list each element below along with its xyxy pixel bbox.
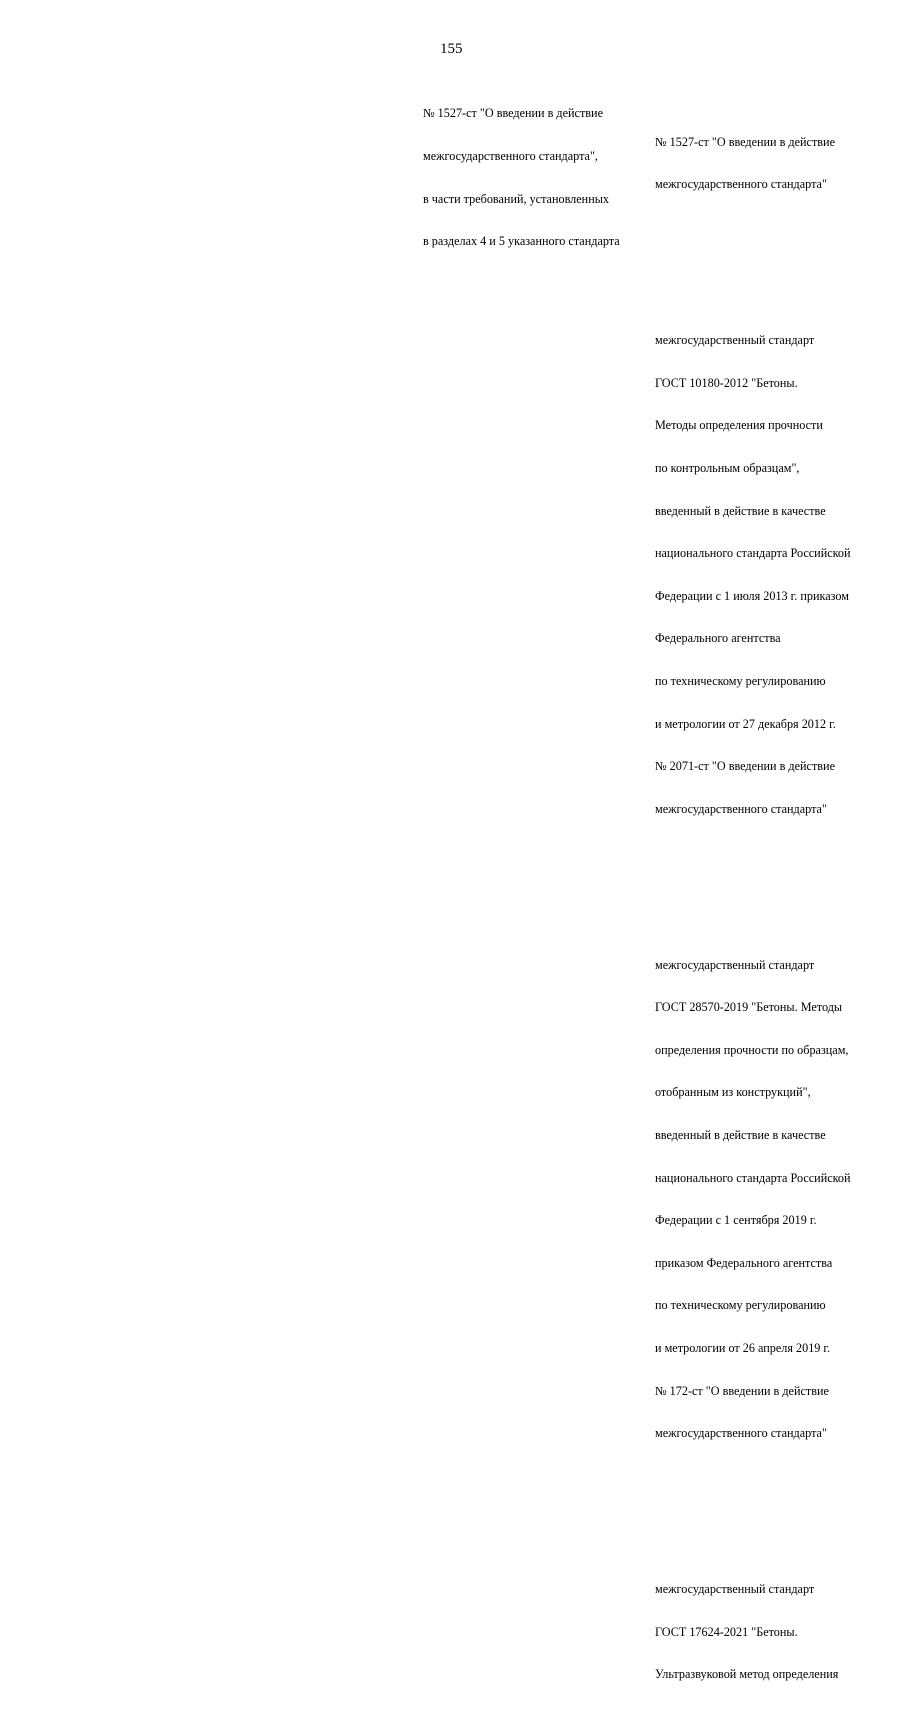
block-spacer [655,1497,851,1525]
left-line: межгосударственного стандарта", [423,149,598,163]
right-block-gost-10180 [655,305,851,845]
right-line: Ультразвуковой метод определения [655,1667,839,1682]
right-line: межгосударственный стандарт [655,333,815,348]
right-line: отобранным из конструкций", [655,1085,811,1100]
right-line: ГОСТ 10180-2012 "Бетоны. [655,375,798,390]
left-line: в части требований, установленных [423,191,609,206]
right-line: межгосударственный стандарт [655,957,815,972]
right-line: введенный в действие в качестве [655,503,826,518]
right-line: межгосударственного стандарта" [655,801,827,816]
right-line: Федерации с 1 июля 2013 г. приказом [655,588,849,603]
block-spacer [655,248,851,276]
right-line: приказом Федерального агентства [655,1255,833,1270]
left-line: № 1527-ст "О введении в действие [423,106,603,121]
right-line: ГОСТ 28570-2019 "Бетоны. Методы [655,1000,843,1015]
right-line: и метрологии от 26 апреля 2019 г. [655,1340,831,1355]
left-column [423,78,620,263]
right-line: межгосударственного стандарта" [655,1426,827,1441]
right-line: по техническому регулированию [655,1298,826,1313]
right-line: № 2071-ст "О введении в действие [655,759,835,774]
page-number: 155 [440,41,463,57]
right-block-gost-17624 [655,1554,851,1710]
right-line: национального стандарта Российской [655,1170,851,1185]
right-line: ГОСТ 17624-2021 "Бетоны. [655,1624,798,1639]
right-line: по техническому регулированию [655,673,826,688]
right-line: по контрольным образцам", [655,461,800,475]
right-block-gost-28570 [655,929,851,1469]
right-line: и метрологии от 27 декабря 2012 г. [655,716,836,731]
right-line: межгосударственный стандарт [655,1581,815,1596]
right-line: № 1527-ст "О введении в действие [655,134,835,149]
right-block-order-1527 [655,106,851,220]
right-line: национального стандарта Российской [655,546,851,561]
block-spacer [655,873,851,901]
left-line: в разделах 4 и 5 указанного стандарта [423,234,620,249]
right-line: Федерации с 1 сентября 2019 г. [655,1213,817,1228]
right-line: Методы определения прочности [655,418,823,433]
right-line: межгосударственного стандарта" [655,177,827,192]
right-line: Федерального агентства [655,631,781,646]
right-line: определения прочности по образцам, [655,1042,849,1057]
right-column [655,78,851,1724]
right-line: введенный в действие в качестве [655,1127,826,1142]
right-line: № 172-ст "О введении в действие [655,1383,829,1398]
